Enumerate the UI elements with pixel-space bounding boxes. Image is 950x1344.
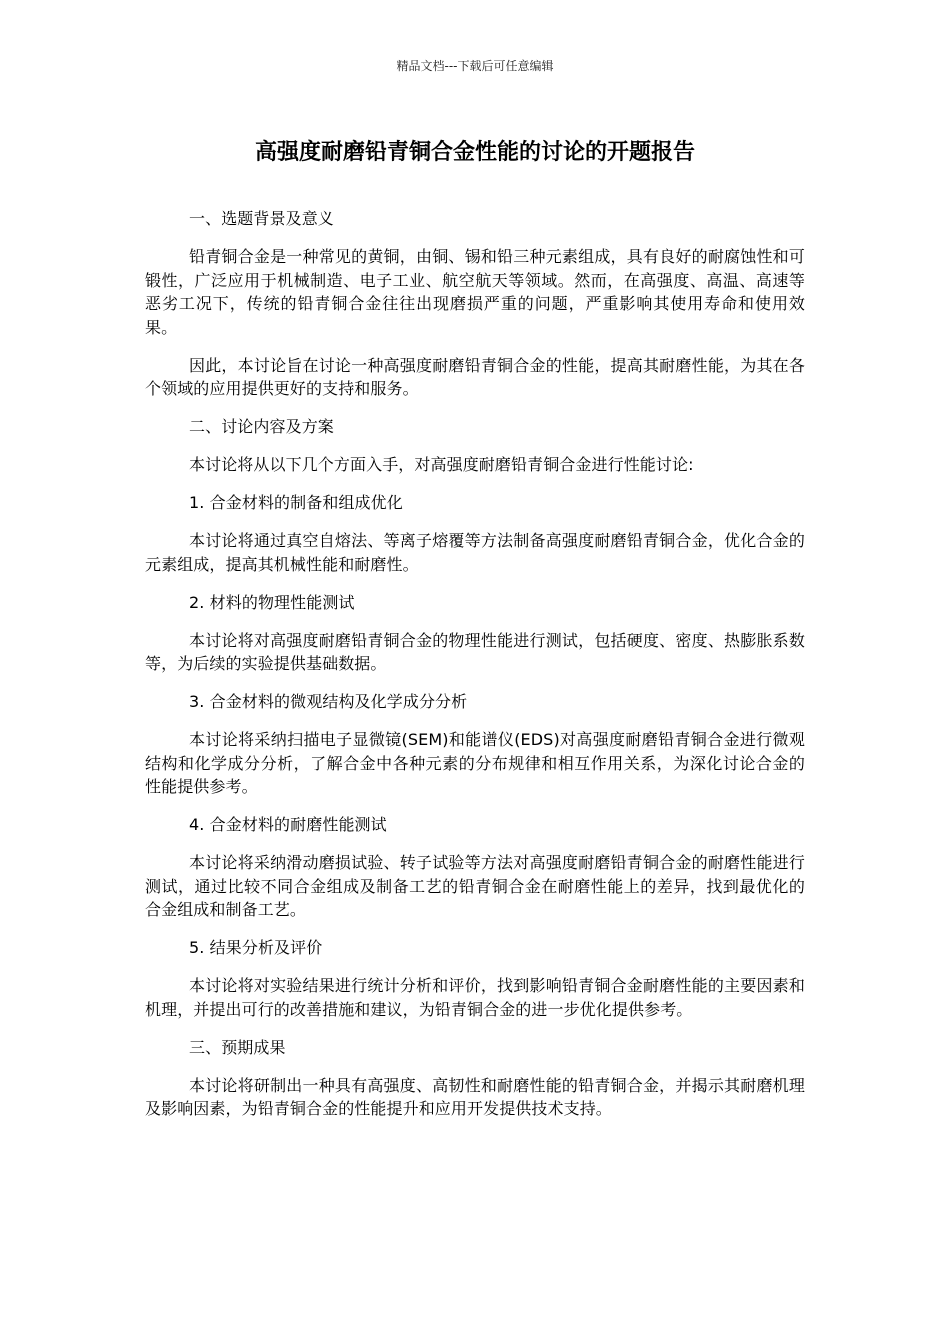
paragraph-content-intro: 本讨论将从以下几个方面入手，对高强度耐磨铅青铜合金进行性能讨论: [189, 455, 694, 474]
section-heading-background: 一、选题背景及意义 [189, 209, 334, 228]
subheading-2: 2. 材料的物理性能测试 [189, 592, 355, 612]
paragraph-1: 本讨论将通过真空自熔法、等离子熔覆等方法制备高强度耐磨铅青铜合金，优化合金的元素组成，提高其机械性能和耐磨性。 [145, 531, 805, 574]
section-heading-outcomes: 三、预期成果 [189, 1037, 286, 1057]
paragraph-purpose: 因此，本讨论旨在讨论一种高强度耐磨铅青铜合金的性能，提高其耐磨性能，为其在各个领域的应用提供更好的支持和服务。 [145, 355, 805, 398]
document-title: 高强度耐磨铅青铜合金性能的讨论的开题报告 [254, 140, 695, 165]
subheading-5: 5. 结果分析及评价 [189, 938, 323, 957]
paragraph-3: 本讨论将采纳扫描电子显微镜(SEM)和能谱仪(EDS)对高强度耐磨铅青铜合金进行微观结构和化学成分分析，了解合金中各种元素的分布规律和相互作用关系，为深化讨论合金的性能提供参考。 [145, 730, 805, 796]
subheading-3: 3. 合金材料的微观结构及化学成分分析 [189, 692, 468, 711]
header-note: 精品文档---下载后可任意编辑 [396, 59, 554, 73]
paragraph-4: 本讨论将采纳滑动磨损试验、转子试验等方法对高强度耐磨铅青铜合金的耐磨性能进行测试，通过比较不同合金组成及制备工艺的铅青铜合金在耐磨性能上的差异，找到最优化的合金组成和制备工艺。 [145, 853, 805, 919]
paragraph-5: 本讨论将对实验结果进行统计分析和评价，找到影响铅青铜合金耐磨性能的主要因素和机理，并提出可行的改善措施和建议，为铅青铜合金的进一步优化提供参考。 [145, 976, 805, 1019]
section-heading-content: 二、讨论内容及方案 [189, 417, 334, 436]
subheading-1: 1. 合金材料的制备和组成优化 [189, 493, 403, 512]
document-body [145, 207, 805, 1135]
paragraph-outcomes: 本讨论将研制出一种具有高强度、高韧性和耐磨性能的铅青铜合金，并揭示其耐磨机理及影响因素，为铅青铜合金的性能提升和应用开发提供技术支持。 [145, 1075, 805, 1118]
paragraph-background: 铅青铜合金是一种常见的黄铜，由铜、锡和铅三种元素组成，具有良好的耐腐蚀性和可锻性，广泛应用于机械制造、电子工业、航空航天等领域。然而，在高强度、高温、高速等恶劣工况下，传统的铅青铜合金往往出现磨损严重的问题，严重影响其使用寿命和使用效果。 [145, 247, 805, 337]
subheading-4: 4. 合金材料的耐磨性能测试 [189, 815, 387, 834]
paragraph-2: 本讨论将对高强度耐磨铅青铜合金的物理性能进行测试，包括硬度、密度、热膨胀系数等，为后续的实验提供基础数据。 [145, 630, 805, 673]
